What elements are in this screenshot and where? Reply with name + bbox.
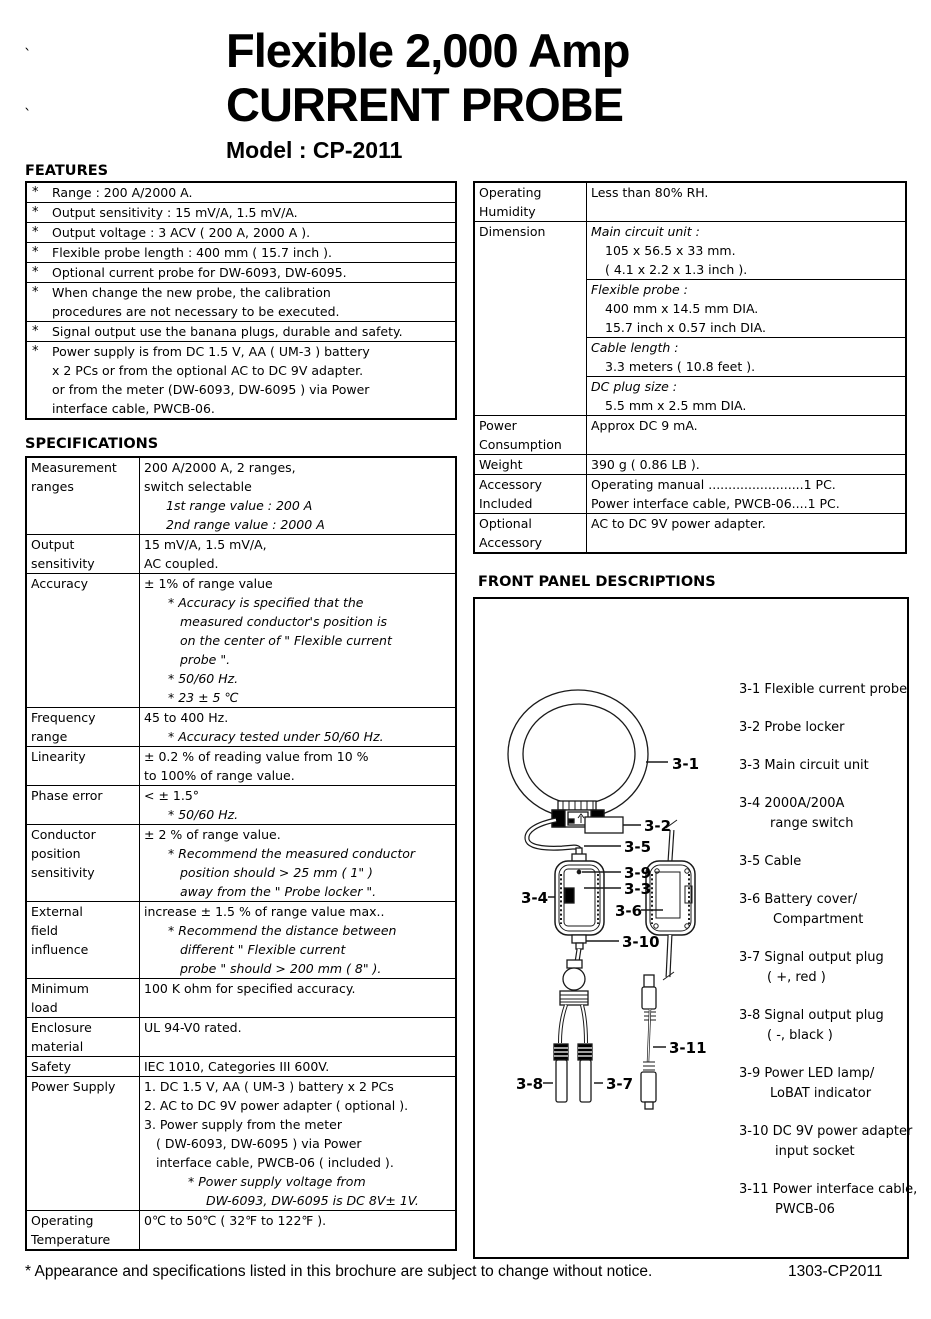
- text-line: 5.5 mm x 2.5 mm DIA.: [605, 398, 747, 413]
- text-line: Power interface cable, PWCB-06....1 PC.: [591, 496, 840, 511]
- text-line: position should > 25 mm ( 1" ): [180, 865, 373, 880]
- text-line: 1st range value : 200 A: [166, 498, 313, 513]
- feature-text: [52, 322, 455, 341]
- text-line: < ± 1.5°: [144, 788, 200, 803]
- text-line: ± 2 % of range value.: [144, 827, 281, 842]
- text-line: Conductor: [31, 827, 96, 842]
- feature-text: [52, 183, 455, 202]
- front-panel-item: [739, 948, 917, 988]
- info-row: [475, 221, 905, 415]
- text-line: 3-4 2000A/200A: [739, 796, 845, 811]
- text-line: 100 K ohm for specified accuracy.: [144, 981, 356, 996]
- text-line: 0℃ to 50℃ ( 32℉ to 122℉ ).: [144, 1213, 327, 1228]
- info-value-section: [587, 279, 905, 337]
- text-line: ( DW-6093, DW-6095 ) via Power: [156, 1136, 362, 1151]
- text-line: 3-2 Probe locker: [739, 720, 845, 735]
- text-line: ( -, black ): [767, 1028, 833, 1043]
- text-line: material: [31, 1039, 84, 1054]
- spec-value: [140, 902, 455, 978]
- text-line: range switch: [770, 816, 854, 831]
- text-line: PWCB-06: [775, 1202, 835, 1217]
- text-line: IEC 1010, Categories III 600V.: [144, 1059, 330, 1074]
- text-line: ± 0.2 % of reading value from 10 %: [144, 749, 369, 764]
- text-line: * Accuracy is specified that the: [168, 595, 364, 610]
- spec-row: [27, 978, 455, 1017]
- text-line: interface cable, PWCB-06.: [52, 401, 215, 416]
- probe-ring-outer: [508, 690, 648, 818]
- spec-label: [27, 979, 140, 1017]
- text-line: External: [31, 904, 83, 919]
- text-line: * 23 ± 5 ℃: [168, 690, 239, 705]
- front-panel-item: [739, 890, 917, 930]
- info-value-section: [587, 222, 905, 279]
- text-line: Safety: [31, 1059, 71, 1074]
- text-line: Dimension: [479, 224, 546, 239]
- locker-callout-box: [585, 817, 623, 833]
- banana-plug-black: [554, 1044, 568, 1102]
- info-label: [475, 416, 587, 454]
- text-line: ± 1% of range value: [144, 576, 273, 591]
- diagram-callout: 3-4: [521, 889, 549, 907]
- spec-label: [27, 902, 140, 978]
- text-line: Minimum: [31, 981, 89, 996]
- text-line: Included: [479, 496, 533, 511]
- spec-row: [27, 746, 455, 785]
- text-line: 15 mV/A, 1.5 mV/A,: [144, 537, 267, 552]
- text-line: x 2 PCs or from the optional AC to DC 9V adapter.: [52, 363, 364, 378]
- text-line: Less than 80% RH.: [591, 185, 709, 200]
- diagram-callout: 3-11: [669, 1039, 707, 1057]
- info-label: [475, 183, 587, 221]
- text-line: Accuracy: [31, 576, 89, 591]
- spec-row: [27, 534, 455, 573]
- text-line: Measurement: [31, 460, 117, 475]
- text-line: Signal output use the banana plugs, durable and safety.: [52, 324, 403, 339]
- spec-row: [27, 1076, 455, 1210]
- spec-row: [27, 901, 455, 978]
- info-value-section: [587, 455, 905, 474]
- text-line: Phase error: [31, 788, 103, 803]
- power-led: [577, 870, 580, 873]
- text-line: Frequency: [31, 710, 96, 725]
- text-line: to 100% of range value.: [144, 768, 295, 783]
- front-panel-item: [739, 680, 917, 700]
- text-line: 15.7 inch x 0.57 inch DIA.: [605, 320, 766, 335]
- text-line: UL 94-V0 rated.: [144, 1020, 242, 1035]
- front-panel-heading: FRONT PANEL DESCRIPTIONS: [478, 574, 716, 590]
- document-code: 1303-CP2011: [788, 1263, 883, 1280]
- feature-text: [52, 283, 455, 321]
- info-label: [475, 475, 587, 513]
- text-line: Weight: [479, 457, 523, 472]
- info-label: [475, 455, 587, 474]
- diagram-callout: 3-5: [624, 838, 652, 856]
- spec-value: [140, 1018, 455, 1056]
- bullet-asterisk: *: [32, 225, 39, 240]
- text-line: AC coupled.: [144, 556, 219, 571]
- bullet-asterisk: *: [32, 324, 39, 339]
- feature-text: [52, 243, 455, 262]
- info-value: [587, 183, 905, 221]
- text-line: 3-3 Main circuit unit: [739, 758, 869, 773]
- info-label: [475, 222, 587, 415]
- diagram-callout: 3-7: [606, 1075, 634, 1093]
- text-line: 400 mm x 14.5 mm DIA.: [605, 301, 759, 316]
- bullet-asterisk: *: [32, 245, 39, 260]
- text-line: Temperature: [31, 1232, 111, 1247]
- text-line: 105 x 56.5 x 33 mm.: [605, 243, 736, 258]
- front-panel-item: [739, 852, 917, 872]
- text-line: * Recommend the distance between: [168, 923, 397, 938]
- text-line: Output voltage : 3 ACV ( 200 A, 2000 A ).: [52, 225, 311, 240]
- specifications-table: [25, 456, 457, 1251]
- feature-row: [27, 242, 455, 262]
- spec-value: [140, 825, 455, 901]
- spec-label: [27, 535, 140, 573]
- bullet-asterisk: *: [32, 205, 39, 220]
- text-line: Operating: [31, 1213, 94, 1228]
- spec-label: [27, 574, 140, 707]
- text-line: * Recommend the measured conductor: [168, 846, 416, 861]
- spec-label: [27, 458, 140, 534]
- power-interface-cable: [641, 975, 656, 1109]
- spec-row: [27, 824, 455, 901]
- text-line: Power supply is from DC 1.5 V, AA ( UM-3 ) battery: [52, 344, 370, 359]
- text-line: 2nd range value : 2000 A: [166, 517, 325, 532]
- main-circuit-unit-back: [646, 820, 695, 980]
- range-switch: [565, 888, 574, 903]
- bullet-asterisk: *: [32, 285, 39, 300]
- front-panel-item: [739, 718, 917, 738]
- text-line: 3-10 DC 9V power adapter: [739, 1124, 913, 1139]
- info-row: [475, 474, 905, 513]
- text-line: ( +, red ): [767, 970, 826, 985]
- spec-label: [27, 1077, 140, 1210]
- front-panel-item: [739, 1122, 917, 1162]
- spec-row: [27, 1017, 455, 1056]
- text-line: Approx DC 9 mA.: [591, 418, 698, 433]
- spec-label: [27, 747, 140, 785]
- text-line: Humidity: [479, 204, 536, 219]
- text-line: 3-8 Signal output plug: [739, 1008, 884, 1023]
- banana-plug-red: [578, 1044, 592, 1102]
- text-line: sensitivity: [31, 556, 95, 571]
- feature-text: [52, 263, 455, 282]
- text-line: 390 g ( 0.86 LB ).: [591, 457, 700, 472]
- diagram-callout: 3-8: [516, 1075, 544, 1093]
- spec-label: [27, 1057, 140, 1076]
- text-line: on the center of " Flexible current: [180, 633, 392, 648]
- text-line: Accessory: [479, 477, 542, 492]
- page-title-line2: CURRENT PROBE: [226, 78, 623, 131]
- text-line: Compartment: [773, 912, 864, 927]
- feature-row: [27, 321, 455, 341]
- text-line: Enclosure: [31, 1020, 92, 1035]
- spec-row: [27, 1056, 455, 1076]
- feature-row: [27, 282, 455, 321]
- spec-value: [140, 1077, 455, 1210]
- spec-label: [27, 708, 140, 746]
- general-info-table: [473, 181, 907, 554]
- stray-mark: `: [24, 106, 32, 124]
- text-line: 3-9 Power LED lamp/: [739, 1066, 875, 1081]
- front-panel-item: [739, 1006, 917, 1046]
- info-row: [475, 513, 905, 552]
- text-line: 3-1 Flexible current probe: [739, 682, 908, 697]
- text-line: range: [31, 729, 68, 744]
- text-line: Optional current probe for DW-6093, DW-6095.: [52, 265, 347, 280]
- text-line: procedures are not necessary to be executed.: [52, 304, 340, 319]
- front-panel-item: [739, 1064, 917, 1104]
- spec-label: [27, 1211, 140, 1249]
- diagram-callout: 3-6: [615, 902, 643, 920]
- text-line: probe ".: [180, 652, 231, 667]
- text-line: Operating manual ........................1 PC.: [591, 477, 836, 492]
- info-value: [587, 514, 905, 552]
- text-line: AC to DC 9V power adapter.: [591, 516, 766, 531]
- text-line: DC plug size :: [591, 379, 677, 394]
- front-panel-box: [473, 597, 918, 1259]
- bullet-asterisk: *: [32, 265, 39, 280]
- text-line: load: [31, 1000, 58, 1015]
- current-probe-diagram: [475, 599, 775, 1253]
- spec-label: [27, 1018, 140, 1056]
- spec-row: [27, 785, 455, 824]
- feature-text: [52, 223, 455, 242]
- front-panel-item: [739, 794, 917, 834]
- diagram-callout: 3-1: [672, 755, 700, 773]
- text-line: Flexible probe length : 400 mm ( 15.7 inch ).: [52, 245, 332, 260]
- text-line: 1. DC 1.5 V, AA ( UM-3 ) battery x 2 PCs: [144, 1079, 394, 1094]
- text-line: Accessory: [479, 535, 542, 550]
- info-value-section: [587, 475, 905, 513]
- bullet-asterisk: *: [32, 344, 39, 359]
- diagram-callout: 3-2: [644, 817, 672, 835]
- text-line: DW-6093, DW-6095 is DC 8V± 1V.: [206, 1193, 419, 1208]
- text-line: 3. Power supply from the meter: [144, 1117, 342, 1132]
- text-line: * 50/60 Hz.: [168, 807, 239, 822]
- front-panel-list: [739, 680, 917, 1220]
- text-line: probe " should > 200 mm ( 8" ).: [180, 961, 382, 976]
- text-line: Main circuit unit :: [591, 224, 700, 239]
- text-line: 45 to 400 Hz.: [144, 710, 229, 725]
- text-line: 3-11 Power interface cable,: [739, 1182, 918, 1197]
- feature-row: [27, 183, 455, 202]
- info-value: [587, 475, 905, 513]
- text-line: sensitivity: [31, 865, 95, 880]
- model-number: Model : CP-2011: [226, 137, 403, 163]
- info-value: [587, 416, 905, 454]
- text-line: different " Flexible current: [180, 942, 346, 957]
- features-heading: FEATURES: [25, 163, 109, 179]
- title-block: [226, 24, 629, 163]
- info-row: [475, 415, 905, 454]
- text-line: Operating: [479, 185, 542, 200]
- text-line: interface cable, PWCB-06 ( included ).: [156, 1155, 394, 1170]
- text-line: LoBAT indicator: [770, 1086, 872, 1101]
- spec-value: [140, 535, 455, 573]
- text-line: ranges: [31, 479, 74, 494]
- probe-ring-inner: [523, 704, 635, 804]
- spec-row: [27, 573, 455, 707]
- features-table: [25, 181, 457, 420]
- text-line: input socket: [775, 1144, 855, 1159]
- text-line: Power: [479, 418, 517, 433]
- front-panel-item: [739, 756, 917, 776]
- feature-text: [52, 203, 455, 222]
- spec-row: [27, 707, 455, 746]
- page-title-line1: Flexible 2,000 Amp: [226, 24, 630, 77]
- text-line: switch selectable: [144, 479, 252, 494]
- text-line: 3-5 Cable: [739, 854, 802, 869]
- spec-value: [140, 574, 455, 707]
- spec-value: [140, 708, 455, 746]
- spec-value: [140, 1211, 455, 1249]
- specifications-heading: SPECIFICATIONS: [25, 436, 159, 452]
- main-circuit-unit-front: [555, 848, 604, 949]
- spec-value: [140, 1057, 455, 1076]
- info-value: [587, 455, 905, 474]
- text-line: field: [31, 923, 58, 938]
- text-line: increase ± 1.5 % of range value max..: [144, 904, 385, 919]
- text-line: 3-6 Battery cover/: [739, 892, 858, 907]
- text-line: Output sensitivity : 15 mV/A, 1.5 mV/A.: [52, 205, 298, 220]
- text-line: Range : 200 A/2000 A.: [52, 185, 193, 200]
- spec-row: [27, 458, 455, 534]
- text-line: measured conductor's position is: [180, 614, 387, 629]
- text-line: ( 4.1 x 2.2 x 1.3 inch ).: [605, 262, 748, 277]
- spec-row: [27, 1210, 455, 1249]
- feature-row: [27, 222, 455, 242]
- text-line: 3-7 Signal output plug: [739, 950, 884, 965]
- spec-label: [27, 825, 140, 901]
- info-value-section: [587, 183, 905, 202]
- diagram-callout: 3-10: [622, 933, 660, 951]
- text-line: Power Supply: [31, 1079, 116, 1094]
- front-panel-item: [739, 1180, 917, 1220]
- spec-value: [140, 747, 455, 785]
- text-line: 3.3 meters ( 10.8 feet ).: [605, 359, 756, 374]
- diagram-callout: 3-3: [624, 880, 652, 898]
- text-line: 2. AC to DC 9V power adapter ( optional ).: [144, 1098, 409, 1113]
- text-line: 200 A/2000 A, 2 ranges,: [144, 460, 296, 475]
- spec-label: [27, 786, 140, 824]
- feature-text: [52, 342, 455, 418]
- text-line: position: [31, 846, 81, 861]
- text-line: influence: [31, 942, 89, 957]
- feature-row: [27, 341, 455, 418]
- info-value-section: [587, 514, 905, 533]
- info-label: [475, 514, 587, 552]
- text-line: Output: [31, 537, 75, 552]
- text-line: Optional: [479, 516, 532, 531]
- bullet-asterisk: *: [32, 185, 39, 200]
- spec-value: [140, 786, 455, 824]
- feature-row: [27, 262, 455, 282]
- info-value-section: [587, 376, 905, 415]
- spec-value: [140, 979, 455, 1017]
- info-value: [587, 222, 905, 415]
- info-row: [475, 454, 905, 474]
- signal-output-cable: [554, 949, 592, 1102]
- text-line: Consumption: [479, 437, 562, 452]
- text-line: Linearity: [31, 749, 86, 764]
- text-line: Cable length :: [591, 340, 679, 355]
- text-line: Flexible probe :: [591, 282, 688, 297]
- diagram-callout: 3-9: [624, 864, 652, 882]
- text-line: * 50/60 Hz.: [168, 671, 239, 686]
- text-line: or from the meter (DW-6093, DW-6095 ) via Power: [52, 382, 370, 397]
- stray-mark: `: [24, 46, 32, 64]
- footer-disclaimer: * Appearance and specifications listed in this brochure are subject to change without notice.: [25, 1263, 653, 1280]
- info-value-section: [587, 416, 905, 435]
- info-value-section: [587, 337, 905, 376]
- text-line: * Power supply voltage from: [188, 1174, 366, 1189]
- info-row: [475, 183, 905, 221]
- text-line: away from the " Probe locker ".: [180, 884, 377, 899]
- feature-row: [27, 202, 455, 222]
- spec-value: [140, 458, 455, 534]
- text-line: * Accuracy tested under 50/60 Hz.: [168, 729, 384, 744]
- text-line: When change the new probe, the calibration: [52, 285, 331, 300]
